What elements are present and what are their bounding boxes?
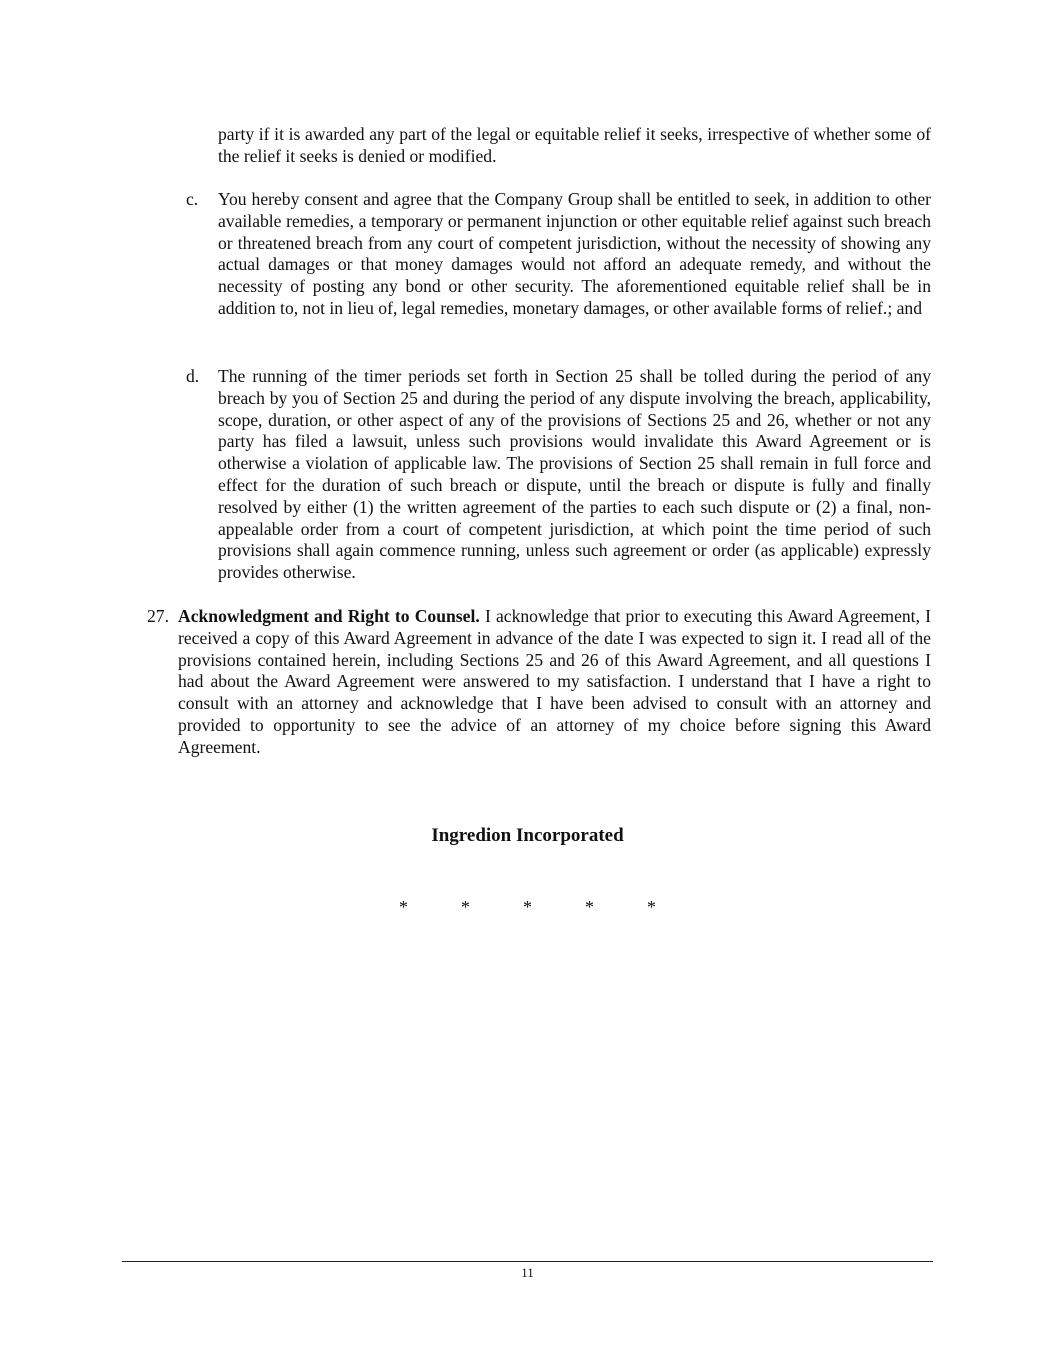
separator-star: * bbox=[523, 897, 532, 917]
list-item-c bbox=[186, 189, 931, 320]
list-item-d-marker: d. bbox=[186, 366, 200, 386]
company-name: Ingredion Incorporated bbox=[431, 825, 624, 846]
list-item-d bbox=[186, 366, 931, 584]
page-number: 11 bbox=[521, 1265, 534, 1280]
section-27-text: I acknowledge that prior to executing this Award Agreement, I received a copy of this Award Agreement in advance of the date I was expected to sign it. I read all of the provisions contained herein, including Sections 25 and 26 of this Award Agreement, and all questions I had about the Award Agreement were answered to my satisfaction. I understand that I have a right to consult with an attorney and acknowledge that I have been advised to consult with an attorney and provided to opportunity to see the advice of an attorney of my choice before signing this Award Agreement. bbox=[178, 606, 931, 757]
footer-rule bbox=[122, 1261, 933, 1262]
separator-star: * bbox=[585, 897, 594, 917]
list-item-c-text: You hereby consent and agree that the Company Group shall be entitled to seek, in addition to other available remedies, a temporary or permanent injunction or other equitable relief against such breach or threatened breach from any court of competent jurisdiction, without the necessity of showing any actual damages or that money damages would not afford an adequate remedy, and without the necessity of posting any bond or other security. The aforementioned equitable relief shall be in addition to, not in lieu of, legal remedies, monetary damages, or other available forms of relief.; and bbox=[218, 189, 931, 318]
separator-star: * bbox=[647, 897, 656, 917]
section-separator bbox=[0, 896, 1055, 918]
separator-star: * bbox=[399, 897, 408, 917]
separator-star: * bbox=[461, 897, 470, 917]
continuation-paragraph: party if it is awarded any part of the legal or equitable relief it seeks, irrespective of whether some of the relief it seeks is denied or modified. bbox=[218, 124, 931, 166]
list-item-d-text: The running of the timer periods set forth in Section 25 shall be tolled during the period of any breach by you of Section 25 and during the period of any dispute involving the breach, applicability, scope, duration, or other aspect of any of the provisions of Sections 25 and 26, whether or not any party has filed a lawsuit, unless such provisions would invalidate this Award Agreement or is otherwise a violation of applicable law. The provisions of Section 25 shall remain in full force and effect for the duration of such breach or dispute, until the breach or dispute is fully and finally resolved by either (1) the written agreement of the parties to each such dispute or (2) a final, non-appealable order from a court of competent jurisdiction, at which point the time period of such provisions shall again commence running, unless such agreement or order (as applicable) expressly provides otherwise. bbox=[218, 366, 931, 583]
list-item-c-marker: c. bbox=[186, 189, 199, 209]
section-27-heading: Acknowledgment and Right to Counsel. bbox=[178, 606, 480, 626]
section-27 bbox=[147, 606, 931, 759]
section-27-number: 27. bbox=[147, 606, 169, 626]
